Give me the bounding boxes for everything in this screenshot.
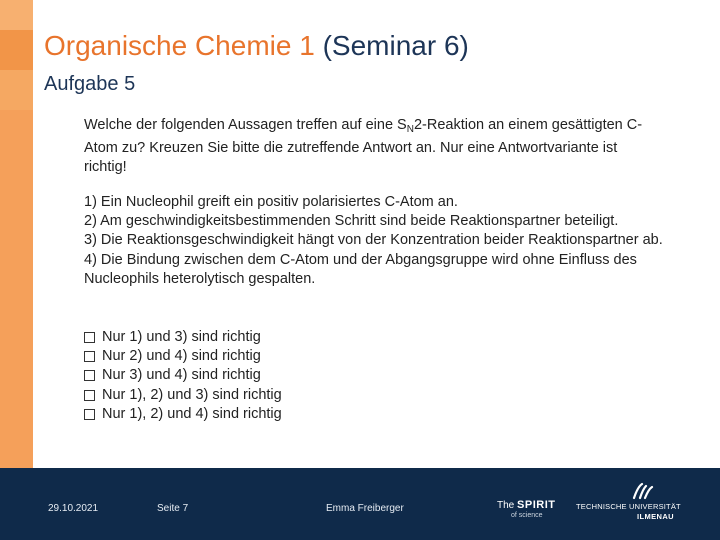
checkbox-icon[interactable]	[84, 390, 95, 401]
slide-title	[44, 28, 469, 64]
title-sub: (Seminar 6)	[322, 30, 469, 61]
spirit-prefix: The	[497, 500, 515, 511]
footer-page: Seite 7	[157, 503, 189, 514]
answer-option-label: Nur 1), 2) und 4) sind richtig	[102, 405, 282, 422]
university-emblem-icon	[632, 482, 654, 500]
answer-option-label: Nur 1), 2) und 3) sind richtig	[102, 386, 282, 403]
checkbox-icon[interactable]	[84, 409, 95, 420]
spirit-word: SPIRIT	[517, 499, 556, 511]
slide-subtitle: Aufgabe 5	[44, 73, 136, 95]
footer-date: 29.10.2021	[48, 503, 99, 514]
answer-option-label: Nur 2) und 4) sind richtig	[102, 348, 261, 365]
footer-bar	[0, 468, 720, 540]
question-part2: 2-Reaktion an einem gesättigten C-Atom zu? Kreuzen Sie bitte die zutreffende Antwort an. Nur eine Antwortvariante ist richtig!	[84, 117, 643, 175]
spirit-logo-main	[497, 499, 555, 511]
checkbox-icon[interactable]	[84, 332, 95, 343]
spirit-logo-sub: of science	[511, 512, 543, 519]
checkbox-icon[interactable]	[84, 351, 95, 362]
question-part1: Welche der folgenden Aussagen treffen auf eine S	[84, 117, 407, 133]
accent-segment	[0, 70, 33, 110]
university-name-line2: ILMENAU	[637, 512, 674, 521]
answer-option[interactable]	[84, 328, 282, 347]
answer-options	[84, 328, 282, 424]
answer-option[interactable]	[84, 405, 282, 424]
accent-bar	[0, 0, 33, 468]
university-name-line1: TECHNISCHE UNIVERSITÄT	[576, 502, 681, 511]
title-main: Organische Chemie 1	[44, 30, 315, 61]
statement-item: 1) Ein Nucleophil greift ein positiv polarisiertes C-Atom an.	[84, 194, 458, 210]
statement-list	[84, 193, 694, 289]
question-subscript: N	[406, 124, 414, 135]
checkbox-icon[interactable]	[84, 370, 95, 381]
answer-option-label: Nur 3) und 4) sind richtig	[102, 367, 261, 384]
statement-item: 4) Die Bindung zwischen dem C-Atom und der Abgangsgruppe wird ohne Einfluss des Nucleophils heterolytisch gespalten.	[84, 251, 637, 287]
accent-segment	[0, 30, 33, 70]
answer-option-label: Nur 1) und 3) sind richtig	[102, 329, 261, 345]
university-logo	[572, 482, 686, 526]
spirit-logo	[497, 499, 557, 521]
question-text	[84, 116, 664, 177]
accent-segment	[0, 0, 33, 30]
statement-item: 2) Am geschwindigkeitsbestimmenden Schritt sind beide Reaktionspartner beteiligt.	[84, 213, 619, 230]
statement-item: 3) Die Reaktionsgeschwindigkeit hängt von der Konzentration beider Reaktionspartner ab.	[84, 232, 663, 249]
answer-option[interactable]	[84, 347, 282, 366]
answer-option[interactable]	[84, 366, 282, 385]
answer-option[interactable]	[84, 386, 282, 405]
footer-author: Emma Freiberger	[326, 503, 404, 514]
